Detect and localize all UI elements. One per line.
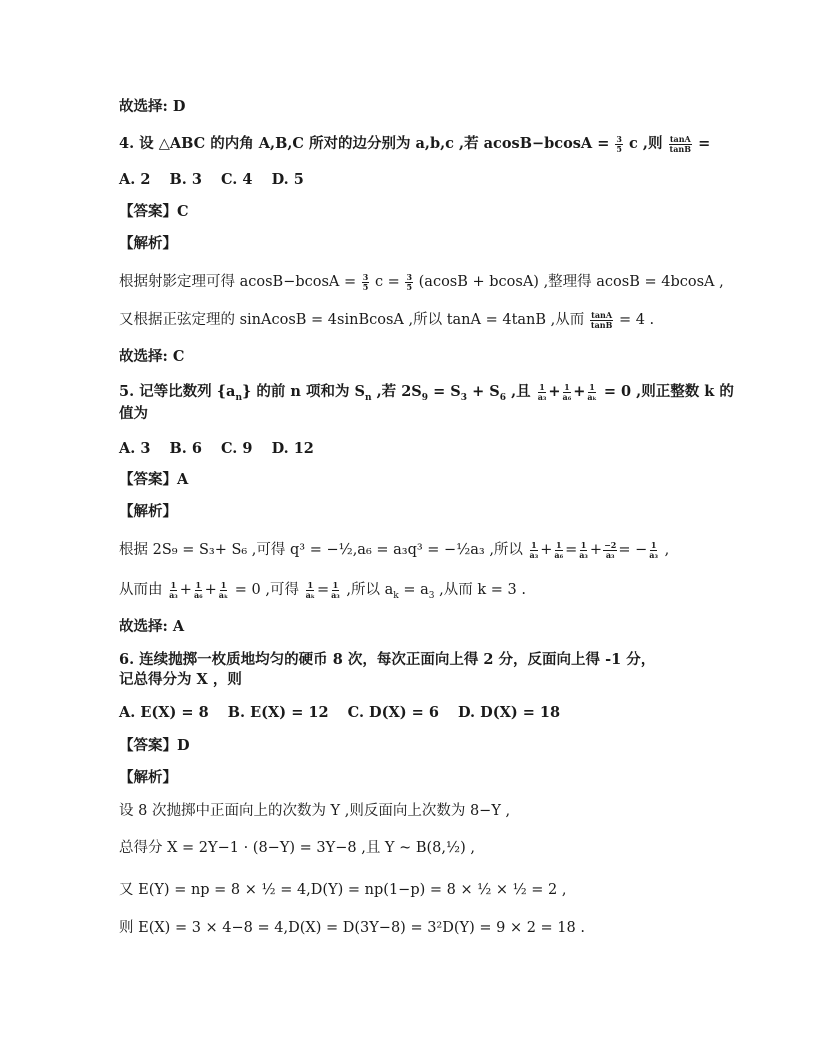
q4-s2a: 又根据正弦定理的 sinAcosB = 4sinBcosA ,所以 tanA = 4tanB ,从而 [119,312,589,328]
q6-solution-4: 则 E(X) = 3 × 4−8 = 4,D(X) = D(3Y−8) = 3²D(Y) = 9 × 2 = 18 . [119,920,585,936]
q4-answer [119,202,189,222]
q5-b: } 的前 n 项和为 S [242,383,366,400]
answer-label: 【答案】 [119,203,177,220]
option-d: D. 5 [271,171,304,188]
option-a: A. 2 [119,171,151,188]
fraction-1-a3: $\frac{1}{\text{a₃}}$ [537,381,547,402]
answer-value: D [177,737,190,754]
q5-d: = S [428,383,461,400]
q6-answer [119,736,190,756]
q6-options [119,703,574,723]
fraction-tanA-tanB: $\frac{\tan A}{\tan B}$ [669,133,691,154]
option-c: C. D(X) = 6 [347,704,439,721]
question-4 [119,134,710,154]
q5-g: = 0 ,则正整数 k 的 [603,383,734,400]
q5-s2e: ,从而 k = 3 . [434,582,526,598]
option-a: A. 3 [119,440,151,457]
q4-text-mid: c ,则 [629,135,668,152]
q5-solution-2: 从而由 $\frac{1}{\text{a₃}}$ + $\frac{1}{\text{a₆}}$ + $\frac{1}{\text{aₖ}}$ = 0 ,可得 $\frac{1}{\text{aₖ}}$ = $\frac{1}{\text{a₃}}$ ,所以 $a_k = a_3$ ,从而 k = 3 . [119,579,526,601]
q4-text-pre: 4. 设 △ABC 的内角 A,B,C 所对的边分别为 a,b,c ,若 acosB−bcosA = [119,135,615,152]
answer-label: 【答案】 [119,471,177,488]
fraction-3-5: $\frac{3}{5}$ [406,271,413,292]
fraction-1-a3: $\frac{1}{\text{a₃}}$ [331,579,340,600]
q4-solution-1 [119,272,724,292]
q5-s2b: = 0 ,可得 [234,582,304,598]
fraction-tanA-tanB: $\frac{\tan A}{\tan B}$ [590,309,613,330]
q4-text-post: = [698,135,711,152]
q4-s2b: = 4 . [618,312,655,328]
fraction-1-a3: $\frac{1}{\text{a₃}}$ [169,579,178,600]
q4-solution-2 [119,310,654,330]
option-b: B. E(X) = 12 [227,704,329,721]
q5-a: 5. 记等比数列 {a [119,383,236,400]
fraction-1-ak: $\frac{1}{\text{aₖ}}$ [305,579,315,600]
option-c: C. 9 [221,440,253,457]
option-a: A. E(X) = 8 [119,704,209,721]
option-d: D. D(X) = 18 [457,704,561,721]
question-6-line-1: 6. 连续抛掷一枚质地均匀的硬币 8 次，每次正面向上得 2 分，反面向上得 -1 分， [119,651,656,668]
answer-label: 【答案】 [119,737,177,754]
option-d: D. 12 [271,440,314,457]
q4-analysis-label: 【解析】 [119,235,177,252]
fraction-1-a3: $\frac{1}{\text{a₃}}$ [649,539,658,560]
fraction-neg2-a3: $\frac{-2}{\text{a₃}}$ [604,539,617,560]
fraction-3-5: $\frac{3}{5}$ [616,133,622,154]
q5-analysis-label: 【解析】 [119,503,177,520]
q5-answer [119,470,188,490]
q6-solution-2: 总得分 X = 2Y−1 · (8−Y) = 3Y−8 ,且 Y ~ B(8,½) , [119,840,475,856]
q5-f: ,且 [506,383,536,400]
q5-s1: 根据 2S₉ = S₃+ S₆ ,可得 q³ = −½,a₆ = a₃q³ = −½a₃ ,所以 [119,542,528,558]
option-b: B. 3 [169,171,202,188]
q5-s2d: = a [398,582,429,598]
q4-options [119,170,318,190]
fraction-1-ak: $\frac{1}{\text{aₖ}}$ [587,381,597,402]
fraction-1-a3: $\frac{1}{\text{a₃}}$ [579,539,588,560]
answer-value: C [177,203,189,220]
q6-solution-3: 又 E(Y) = np = 8 × ½ = 4,D(Y) = np(1−p) = 8 × ½ × ½ = 2 , [119,882,567,898]
q4-s1a: 根据射影定理可得 acosB−bcosA = [119,274,361,290]
q6-solution-1: 设 8 次抛掷中正面向上的次数为 Y ,则反面向上次数为 8−Y , [119,803,511,819]
q5-solution-1: 根据 2S₉ = S₃+ S₆ ,可得 q³ = −½,a₆ = a₃q³ = −½a₃ ,所以 $\frac{1}{\text{a₃}}$ + $\frac{1}{\text{a₆}}$ = $\frac{1}{\text{a₃}}$ + $\frac{-2}{\text{a₃}}$ = − $\frac{1}{\text{a₃}}$ , [119,539,670,560]
q5-choose: 故选择: A [119,618,185,635]
question-6-line-2: 记总得分为 X ，则 [119,671,242,688]
fraction-1-a6: $\frac{1}{\text{a₆}}$ [193,579,203,600]
q5-options [119,439,328,459]
q6-analysis-label: 【解析】 [119,769,177,786]
fraction-3-5: $\frac{3}{5}$ [362,271,369,292]
q5-e: + S [467,383,500,400]
answer-line-prev: 故选择: D [119,98,186,115]
fraction-1-a6: $\frac{1}{\text{a₆}}$ [554,539,564,560]
q4-choose: 故选择: C [119,348,185,365]
fraction-1-a3: $\frac{1}{\text{a₃}}$ [529,539,539,560]
option-c: C. 4 [221,171,253,188]
fraction-1-a6: $\frac{1}{\text{a₆}}$ [562,381,572,402]
option-b: B. 6 [169,440,202,457]
q5-c: ,若 2S [371,383,422,400]
answer-value: A [177,471,189,488]
q5-line-2: 值为 [119,405,148,422]
q5-s2a: 从而由 [119,582,168,598]
q4-s1b: c = [374,274,405,290]
question-5: 5. 记等比数列 $\{a_n\}$ 的前 n 项和为 $S_n$ ,若 $2S_9 = S_3 + S_6$ ,且 $\frac{1}{\text{a₃}}$ + $\frac{1}{\text{a₆}}$ + $\frac{1}{\text{aₖ}}$ = 0 ,则正整数 k 的 [119,381,734,403]
fraction-1-ak: $\frac{1}{\text{aₖ}}$ [218,579,229,600]
q5-s2c: ,所以 a [346,582,394,598]
q4-s1c: (acosB + bcosA) ,整理得 acosB = 4bcosA , [418,274,724,290]
